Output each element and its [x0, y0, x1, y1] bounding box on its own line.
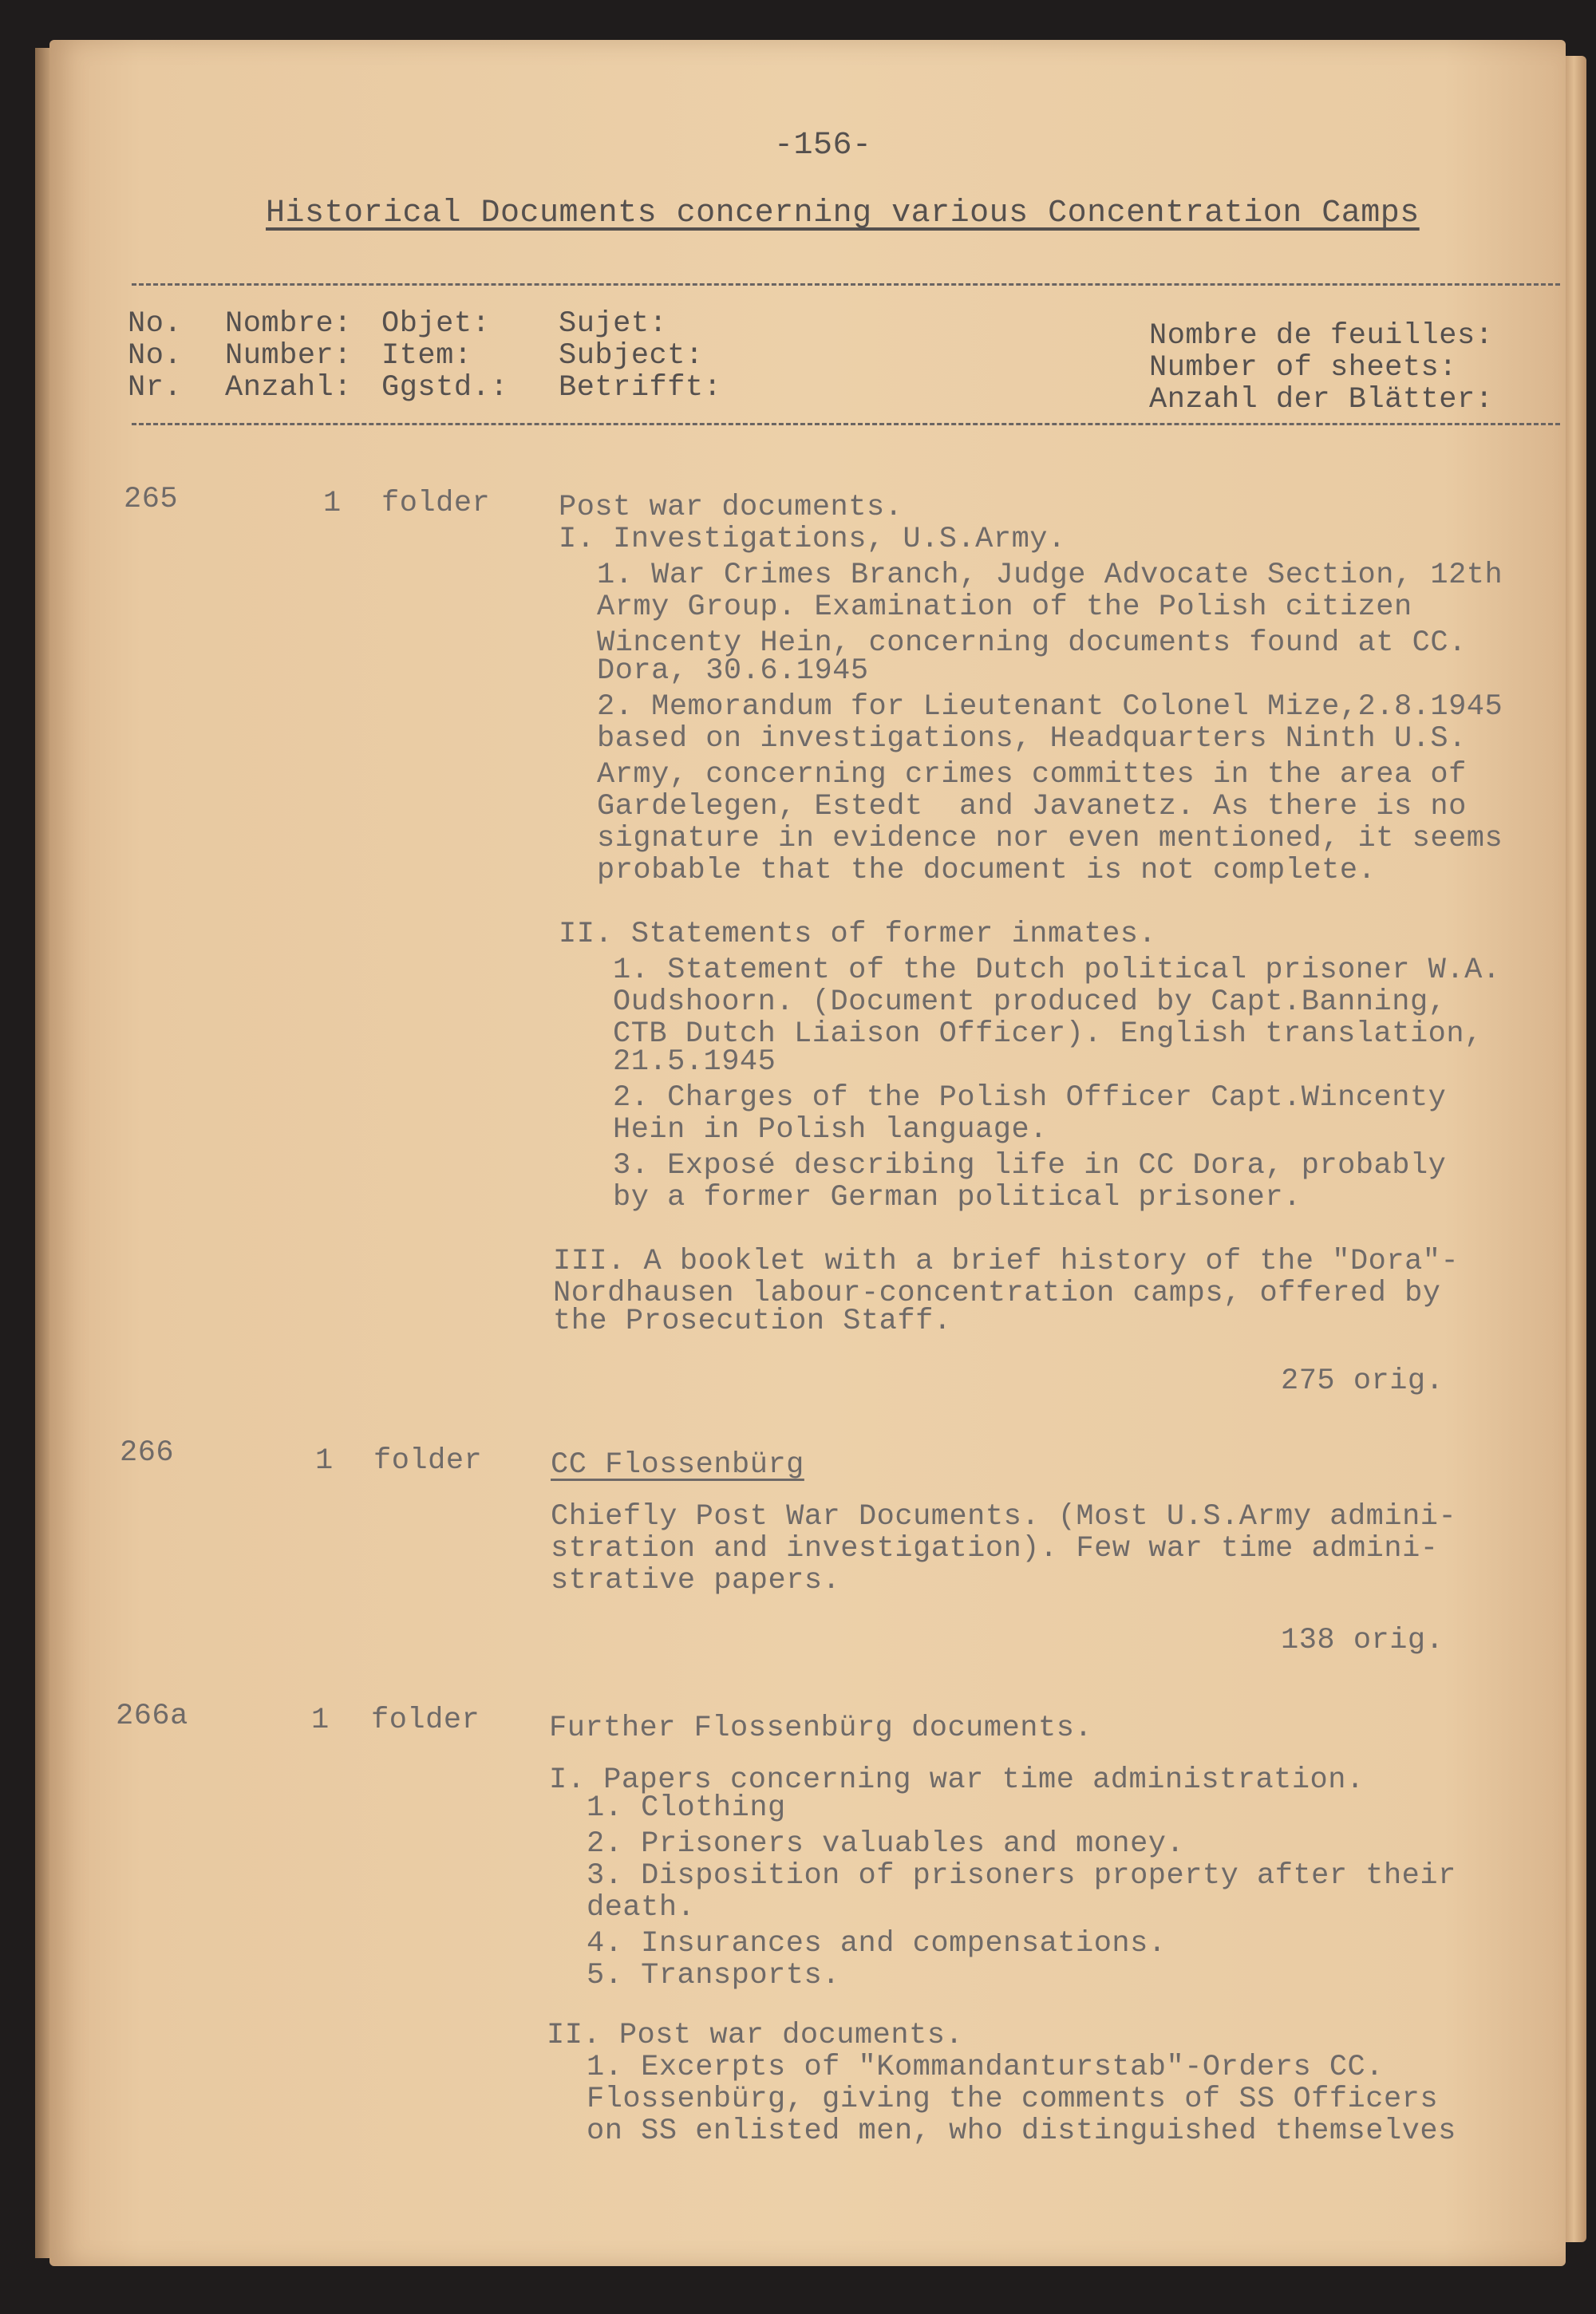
- entry-265-line: Army, concerning crimes committes in the area of: [597, 758, 1467, 792]
- header-item-de: Ggstd.:: [381, 371, 508, 405]
- entry-265-line: Dora, 30.6.1945: [597, 654, 869, 688]
- entry-265-line: 3. Exposé describing life in CC Dora, probably: [613, 1149, 1447, 1183]
- header-item-fr: Objet:: [381, 307, 491, 341]
- entry-265-line: Post war documents.: [559, 491, 903, 524]
- entry-265-number: 265: [124, 483, 179, 516]
- entry-265-line: the Prosecution Staff.: [553, 1305, 952, 1338]
- header-item-en: Item:: [381, 339, 472, 373]
- entry-266a-line: on SS enlisted men, who distinguished themselves: [587, 2115, 1456, 2148]
- header-rule-bottom: [132, 423, 1560, 425]
- entry-266a-line: 5. Transports.: [587, 1959, 840, 1992]
- entry-265-line: Nordhausen labour-concentration camps, offered by: [553, 1277, 1441, 1310]
- entry-266a-line: 2. Prisoners valuables and money.: [587, 1827, 1185, 1861]
- header-sheets-en: Number of sheets:: [1149, 351, 1457, 385]
- entry-265-line: 1. Statement of the Dutch political prisoner W.A.: [613, 954, 1501, 987]
- entry-266a-line: I. Papers concerning war time administration.: [549, 1763, 1365, 1797]
- entry-266a-count: 1: [311, 1704, 330, 1737]
- entry-266a-item: folder: [371, 1704, 480, 1737]
- entry-265-line: Hein in Polish language.: [613, 1113, 1048, 1147]
- entry-265-line: 2. Memorandum for Lieutenant Colonel Mize,2.8.1945: [597, 690, 1503, 724]
- entry-265-count: 1: [323, 487, 342, 520]
- entry-266-item: folder: [373, 1444, 483, 1478]
- header-count-fr: Nombre:: [225, 307, 352, 341]
- header-no-en: No.: [128, 339, 183, 373]
- entry-266-sheets: 138 orig.: [1281, 1624, 1444, 1657]
- entry-265-line: signature in evidence nor even mentioned, it seems: [597, 822, 1503, 855]
- page-title: Historical Documents concerning various Concentration Camps: [266, 195, 1420, 231]
- entry-266a-line: 3. Disposition of prisoners property after their: [587, 1859, 1456, 1893]
- header-subject-fr: Sujet:: [559, 307, 668, 341]
- entry-265-line: probable that the document is not complete.: [597, 854, 1377, 887]
- entry-266-count: 1: [315, 1444, 334, 1478]
- entry-266a-line: II. Post war documents.: [547, 2019, 964, 2052]
- entry-265-sheets: 275 orig.: [1281, 1364, 1444, 1398]
- header-subject-de: Betrifft:: [559, 371, 722, 405]
- header-rule-top: [132, 283, 1560, 286]
- header-sheets-de: Anzahl der Blätter:: [1149, 383, 1494, 417]
- entry-266-line: stration and investigation). Few war time admini-: [551, 1532, 1439, 1566]
- entry-266-line: Chiefly Post War Documents. (Most U.S.Army admini-: [551, 1500, 1457, 1534]
- entry-265-line: Wincenty Hein, concerning documents found at CC.: [597, 626, 1467, 660]
- entry-265-line: based on investigations, Headquarters Ninth U.S.: [597, 722, 1467, 756]
- entry-265-item: folder: [381, 487, 491, 520]
- entry-265-line: Army Group. Examination of the Polish citizen: [597, 590, 1412, 624]
- entry-266a-line: Further Flossenbürg documents.: [549, 1712, 1093, 1745]
- header-count-de: Anzahl:: [225, 371, 352, 405]
- entry-266a-line: 1. Clothing: [587, 1791, 786, 1825]
- entry-265-line: by a former German political prisoner.: [613, 1181, 1302, 1214]
- header-subject-en: Subject:: [559, 339, 704, 373]
- entry-265-line: 2. Charges of the Polish Officer Capt.Wincenty: [613, 1081, 1447, 1115]
- entry-265-line: 21.5.1945: [613, 1045, 776, 1079]
- header-no-de: Nr.: [128, 371, 183, 405]
- entry-265-line: I. Investigations, U.S.Army.: [559, 523, 1066, 556]
- entry-266a-line: 1. Excerpts of "Kommandanturstab"-Orders CC.: [587, 2051, 1384, 2084]
- entry-266-line: strative papers.: [551, 1564, 841, 1597]
- page-number: -156-: [774, 128, 872, 164]
- entry-266a-line: Flossenbürg, giving the comments of SS Officers: [587, 2083, 1439, 2116]
- entry-266-heading: CC Flossenbürg: [551, 1448, 804, 1482]
- entry-266a-line: 4. Insurances and compensations.: [587, 1927, 1167, 1961]
- entry-265-line: 1. War Crimes Branch, Judge Advocate Section, 12th: [597, 559, 1503, 592]
- page-edge: [1566, 56, 1586, 2242]
- entry-265-line: III. A booklet with a brief history of the "Dora"-: [553, 1245, 1460, 1278]
- header-sheets-fr: Nombre de feuilles:: [1149, 319, 1494, 353]
- header-count-en: Number:: [225, 339, 352, 373]
- entry-265-line: Oudshoorn. (Document produced by Capt.Banning,: [613, 985, 1447, 1019]
- entry-266-number: 266: [120, 1436, 175, 1470]
- entry-266a-number: 266a: [116, 1700, 188, 1733]
- header-no-fr: No.: [128, 307, 183, 341]
- entry-265-line: Gardelegen, Estedt and Javanetz. As there is no: [597, 790, 1467, 823]
- entry-265-line: CTB Dutch Liaison Officer). English translation,: [613, 1017, 1483, 1051]
- entry-266a-line: death.: [587, 1891, 696, 1925]
- entry-265-line: II. Statements of former inmates.: [559, 918, 1157, 951]
